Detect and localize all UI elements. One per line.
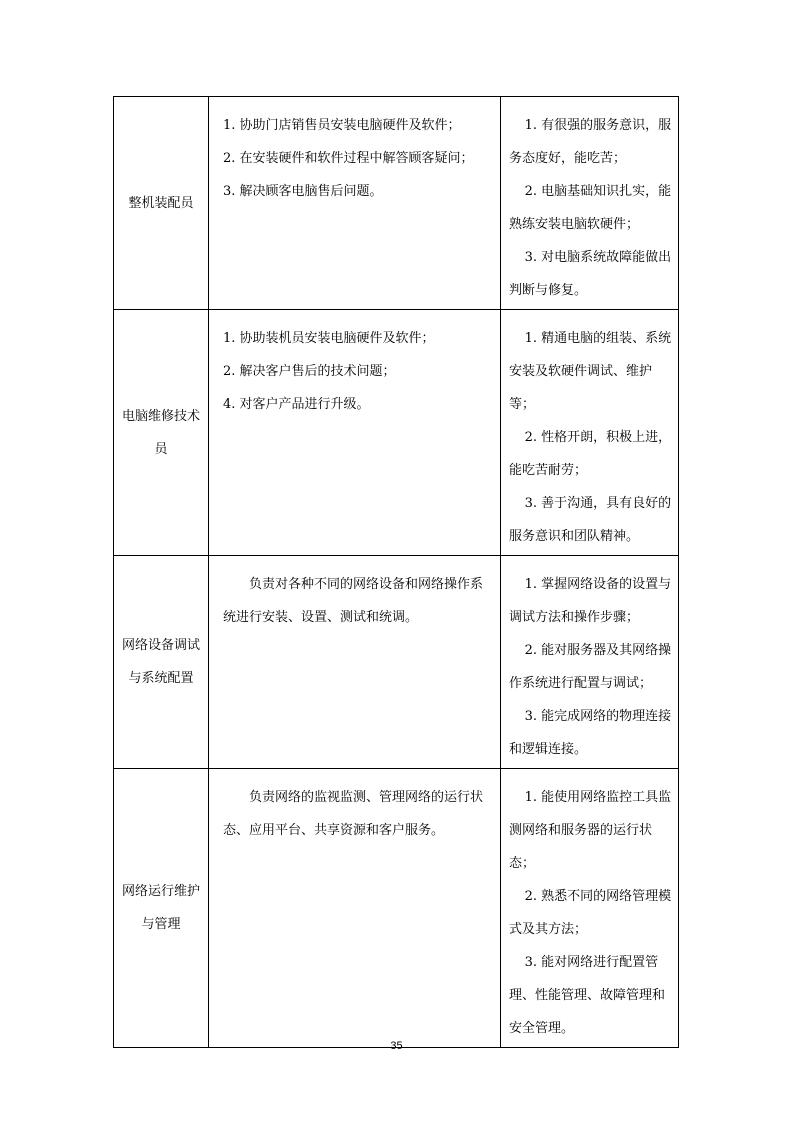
job-title: 电脑维修技术员 [121,408,200,457]
duty-item: 1. 协助装机员安装电脑硬件及软件； [223,331,435,346]
requirement-item: 2. 电脑基础知识扎实，能熟练安装电脑软硬件； [509,184,672,232]
job-title-cell [114,97,209,310]
job-title-cell [114,310,209,556]
duty-item: 4. 对客户产品进行升级。 [223,397,370,412]
duty-item: 2. 在安装硬件和软件过程中解答顾客疑问； [223,151,474,166]
duty-item: 3. 解决顾客电脑售后问题。 [223,184,383,199]
requirement-item: 2. 熟悉不同的网络管理模式及其方法； [509,889,672,937]
duties-cell [209,97,501,310]
requirement-item: 3. 对电脑系统故障能做出判断与修复。 [509,250,672,298]
requirements-cell [501,310,679,556]
job-title: 整机装配员 [128,195,194,211]
requirement-item: 3. 能对网络进行配置管理、性能管理、故障管理和安全管理。 [509,955,666,1036]
duty-item: 2. 解决客户售后的技术问题； [223,364,396,379]
duty-item: 负责对各种不同的网络设备和网络操作系统进行安装、设置、测试和统调。 [223,577,484,625]
requirement-item: 1. 能使用网络监控工具监测网络和服务器的运行状态； [509,790,672,871]
requirement-item: 2. 性格开朗，积极上进，能吃苦耐劳； [509,430,672,478]
requirement-item: 3. 善于沟通，具有良好的服务意识和团队精神。 [509,496,672,544]
duty-item: 负责网络的监视监测、管理网络的运行状态、应用平台、共享资源和客户服务。 [223,790,484,838]
page-number: 35 [390,1040,403,1052]
requirement-item: 1. 掌握网络设备的设置与调试方法和操作步骤； [509,577,672,625]
requirements-cell [501,97,679,310]
job-table [113,96,679,1048]
table-row [114,310,679,556]
job-title: 网络设备调试与系统配置 [121,638,200,686]
requirement-item: 1. 精通电脑的组装、系统安装及软硬件调试、维护等； [509,331,672,412]
duty-item: 1. 协助门店销售员安装电脑硬件及软件； [223,118,461,133]
duties-cell [209,310,501,556]
duties-cell [209,556,501,769]
requirements-cell [501,556,679,769]
requirement-item: 3. 能完成网络的物理连接和逻辑连接。 [509,709,672,757]
requirement-item: 2. 能对服务器及其网络操作系统进行配置与调试； [509,643,672,691]
duties-cell [209,769,501,1048]
job-title-cell [114,556,209,769]
table-row [114,97,679,310]
job-title: 网络运行维护与管理 [121,884,200,932]
requirement-item: 1. 有很强的服务意识，服务态度好，能吃苦； [509,118,672,166]
table-row [114,769,679,1048]
table-row [114,556,679,769]
requirements-cell [501,769,679,1048]
job-title-cell [114,769,209,1048]
